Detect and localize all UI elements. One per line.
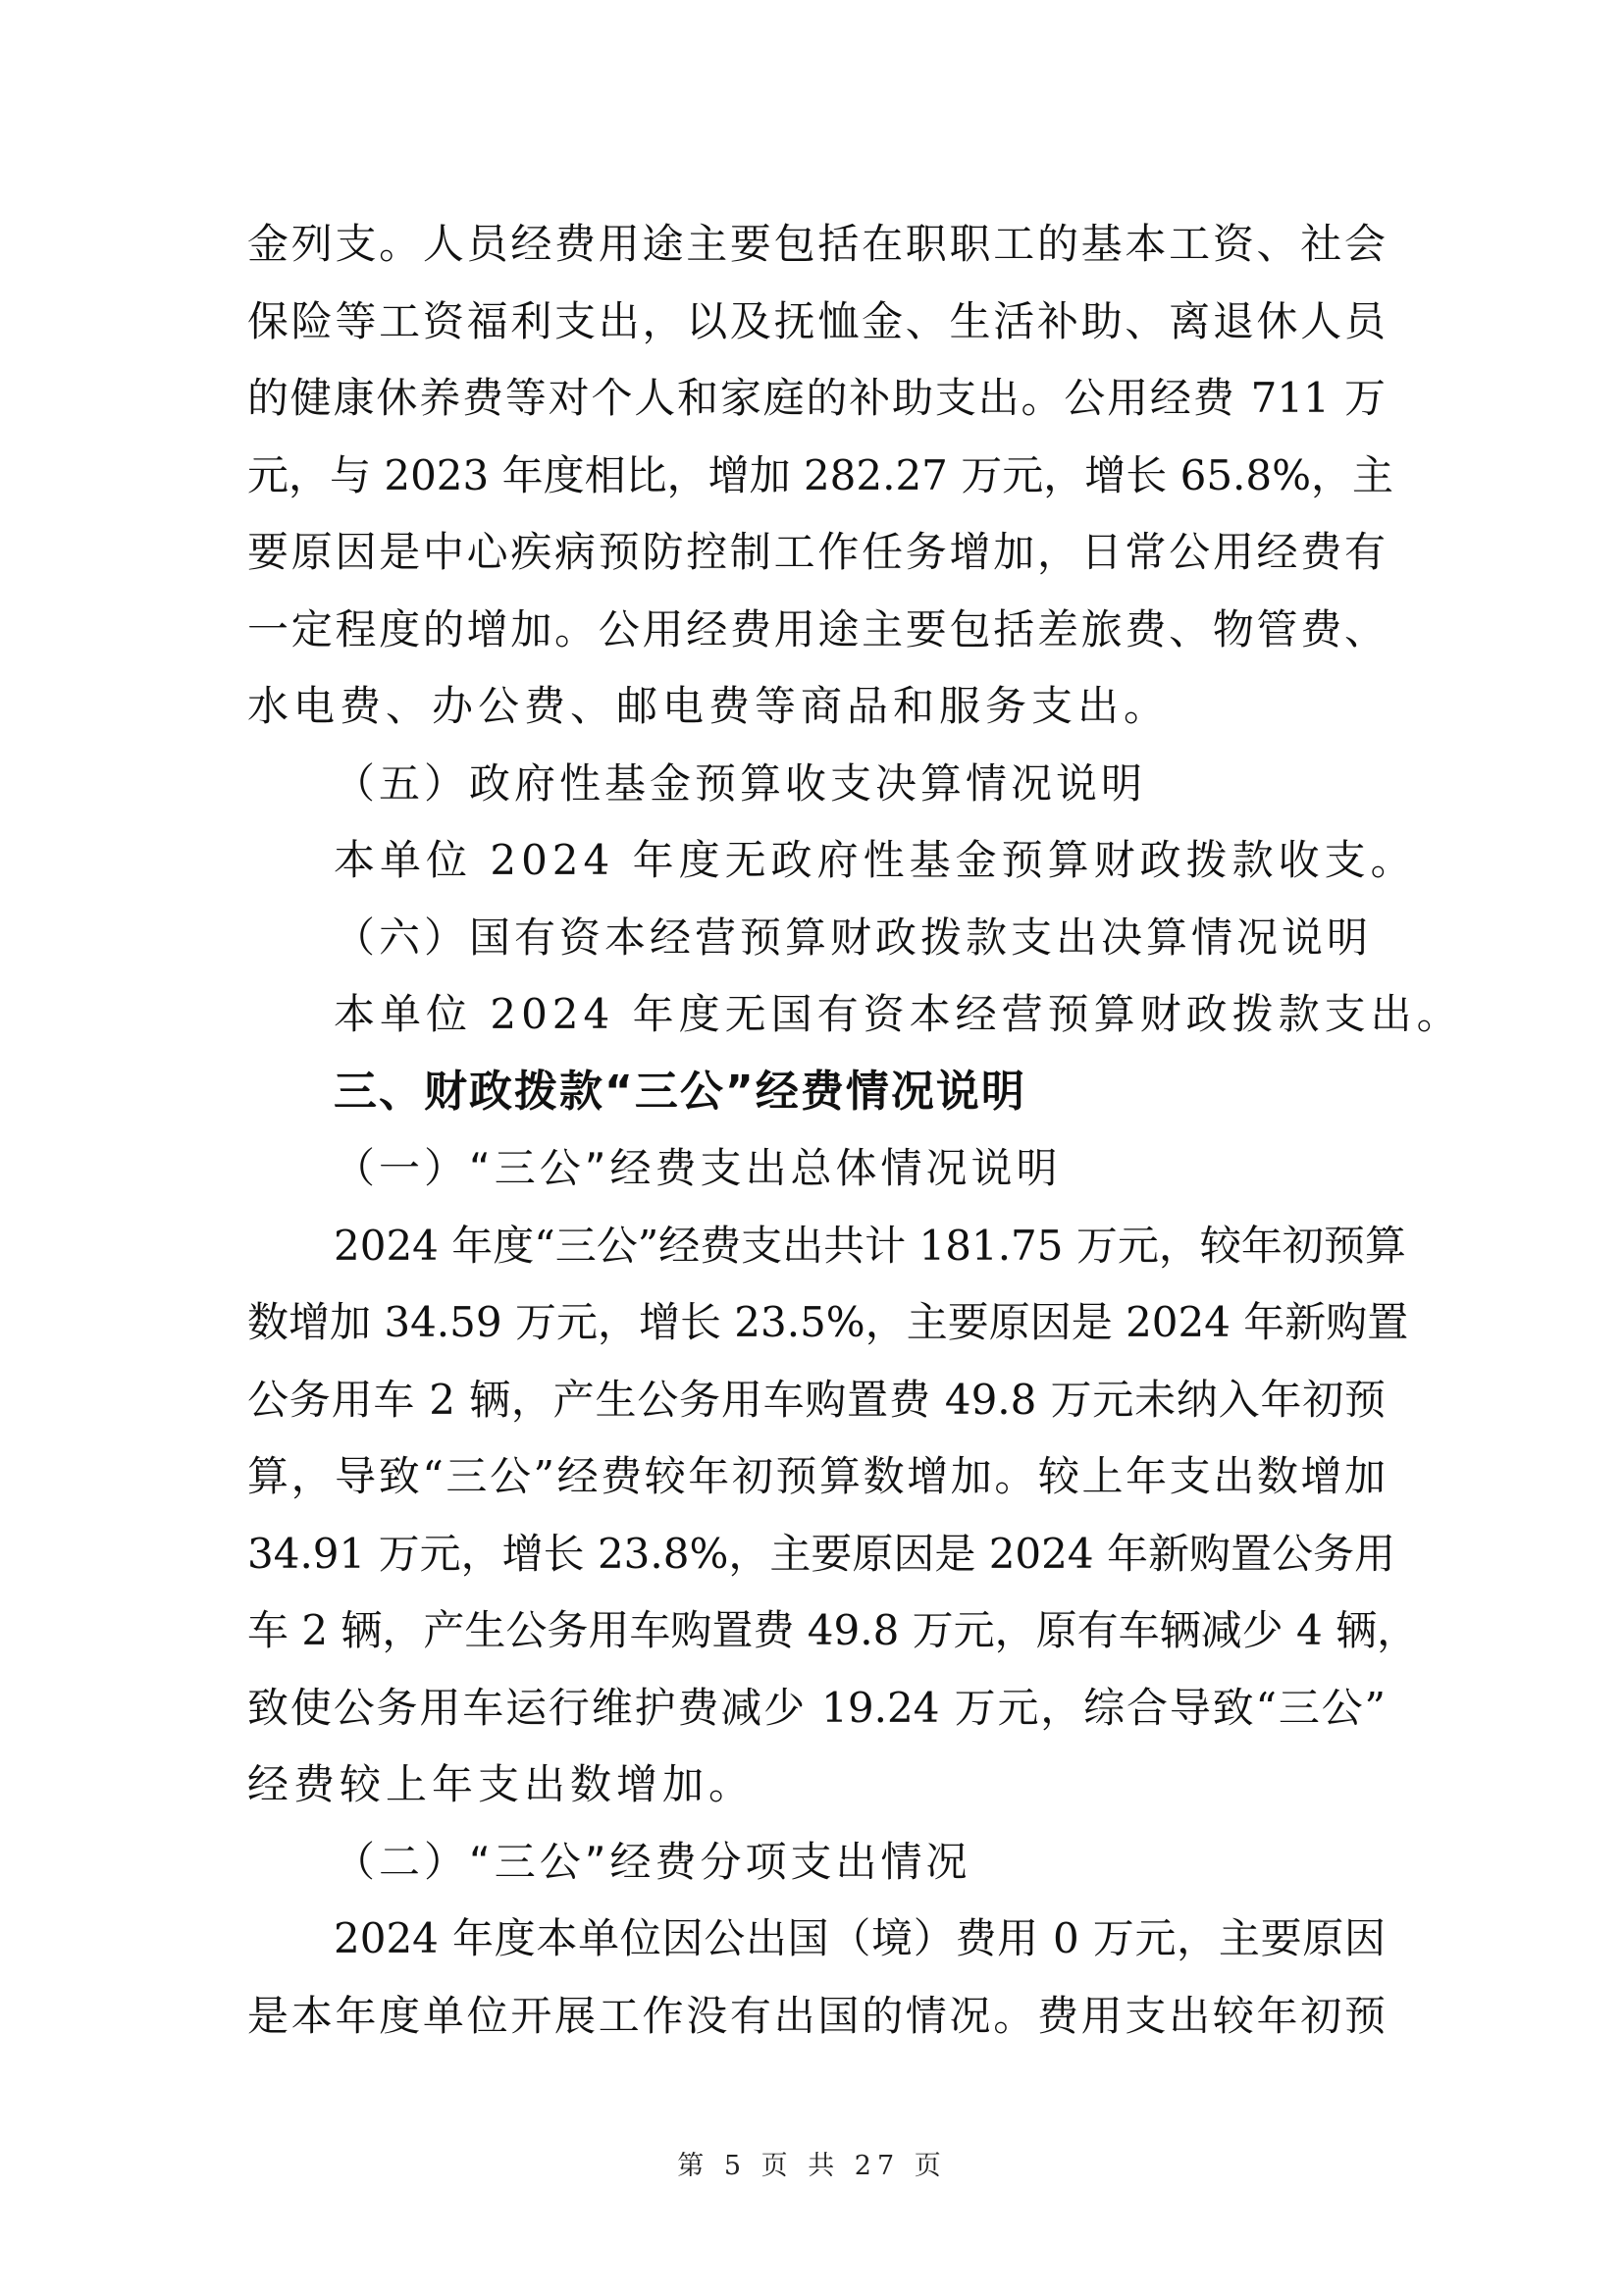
- section-heading-3-2: （二）“三公”经费分项支出情况: [334, 1837, 971, 1886]
- paragraph-line: 元，与 2023 年度相比，增加 282.27 万元，增长 65.8%，主: [247, 450, 1394, 499]
- paragraph-line: 要原因是中心疾病预防控制工作任务增加，日常公用经费有: [247, 528, 1386, 576]
- chapter-heading-3: 三、财政拨款“三公”经费情况说明: [334, 1066, 1026, 1117]
- paragraph-line: 本单位 2024 年度无国有资本经营预算财政拨款支出。: [334, 990, 1463, 1038]
- paragraph-line: 车 2 辆，产生公务用车购置费 49.8 万元，原有车辆减少 4 辆，: [247, 1606, 1419, 1654]
- paragraph-line: 2024 年度“三公”经费支出共计 181.75 万元，较年初预算: [334, 1221, 1406, 1270]
- paragraph-line: 致使公务用车运行维护费减少 19.24 万元，综合导致“三公”: [247, 1683, 1386, 1732]
- document-body: [247, 206, 1463, 2055]
- section-heading-5: （五）政府性基金预算收支决算情况说明: [334, 758, 1147, 808]
- paragraph-line: 保险等工资福利支出，以及抚恤金、生活补助、离退休人员: [247, 296, 1386, 345]
- paragraph-line: 算，导致“三公”经费较年初预算数增加。较上年支出数增加: [247, 1452, 1386, 1500]
- section-heading-6: （六）国有资本经营预算财政拨款支出决算情况说明: [334, 913, 1373, 962]
- paragraph-line: 数增加 34.59 万元，增长 23.5%，主要原因是 2024 年新购置: [247, 1298, 1409, 1346]
- paragraph-line: 公务用车 2 辆，产生公务用车购置费 49.8 万元未纳入年初预: [247, 1375, 1386, 1424]
- paragraph-line: 本单位 2024 年度无政府性基金预算财政拨款收支。: [334, 836, 1417, 884]
- section-heading-3-1: （一）“三公”经费支出总体情况说明: [334, 1144, 1062, 1192]
- paragraph-line: 34.91 万元，增长 23.8%，主要原因是 2024 年新购置公务用: [247, 1529, 1395, 1578]
- paragraph-line: 水电费、办公费、邮电费等商品和服务支出。: [247, 682, 1171, 730]
- paragraph-line: 2024 年度本单位因公出国（境）费用 0 万元，主要原因: [334, 1914, 1386, 1962]
- page-number-footer: 第 5 页 共 27 页: [677, 2151, 947, 2181]
- paragraph-line: 一定程度的增加。公用经费用途主要包括差旅费、物管费、: [247, 604, 1386, 653]
- paragraph-line: 金列支。人员经费用途主要包括在职职工的基本工资、社会: [247, 220, 1386, 268]
- paragraph-line: 经费较上年支出数增加。: [247, 1760, 756, 1808]
- paragraph-line: 是本年度单位开展工作没有出国的情况。费用支出较年初预: [247, 1991, 1386, 2040]
- paragraph-line: 的健康休养费等对个人和家庭的补助支出。公用经费 711 万: [247, 374, 1386, 422]
